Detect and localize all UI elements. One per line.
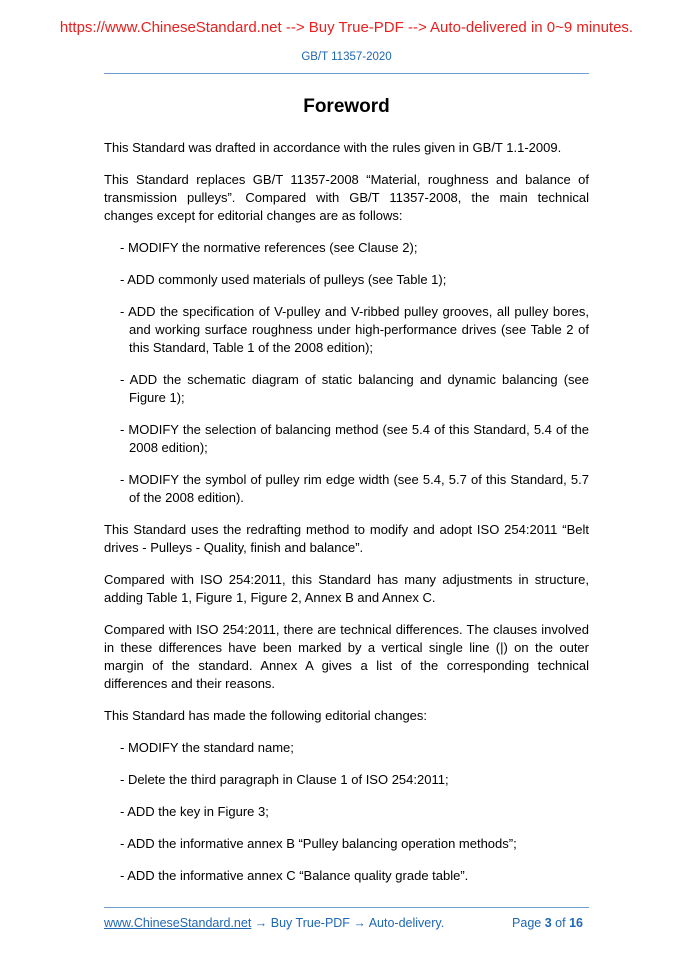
- list-item: - MODIFY the standard name;: [120, 740, 294, 755]
- paragraph-redrafting: This Standard uses the redrafting method to modify and adopt ISO 254:2011 “Belt drives - Pulleys - Quality, finish and balance”.: [104, 522, 589, 555]
- list-item: - ADD the informative annex C “Balance quality grade table”.: [120, 868, 469, 883]
- list-item: - MODIFY the selection of balancing method (see 5.4 of this Standard, 5.4 of the 2008 edition);: [120, 422, 589, 455]
- list-item: - MODIFY the normative references (see Clause 2);: [120, 240, 418, 255]
- page-word: Page: [512, 916, 542, 930]
- paragraph-drafting-rules: This Standard was drafted in accordance with the rules given in GB/T 1.1-2009.: [104, 140, 562, 155]
- page-title: Foreword: [303, 96, 390, 117]
- list-item: - Delete the third paragraph in Clause 1 of ISO 254:2011;: [120, 772, 449, 787]
- paragraph-editorial-intro: This Standard has made the following editorial changes:: [104, 708, 428, 723]
- footer-tagline: → Buy True-PDF → Auto-delivery.: [251, 916, 445, 930]
- footer: [104, 916, 589, 930]
- header-divider: [104, 73, 589, 74]
- footer-site-link[interactable]: www.ChineseStandard.net: [104, 916, 252, 930]
- paragraph-structure: Compared with ISO 254:2011, this Standard has many adjustments in structure, adding Table 1, Figure 1, Figure 2, Annex B and Annex C.: [104, 572, 589, 605]
- paragraph-technical-differences: Compared with ISO 254:2011, there are technical differences. The clauses involved in these differences have been marked by a vertical single line (|) on the outer margin of the standard. Annex A gives a list of the corresponding technical differences and their reasons.: [104, 622, 589, 691]
- list-item: - ADD the schematic diagram of static balancing and dynamic balancing (see Figure 1);: [120, 372, 589, 405]
- list-item: - ADD commonly used materials of pulleys (see Table 1);: [120, 272, 447, 287]
- paragraph-replaces: This Standard replaces GB/T 11357-2008 “Material, roughness and balance of transmission pulleys”. Compared with GB/T 11357-2008, the main technical changes except for editorial changes are as follows:: [104, 172, 589, 223]
- page-indicator: [512, 916, 583, 930]
- footer-divider: [104, 907, 589, 908]
- foreword-body: [104, 139, 589, 899]
- of-word: of: [555, 916, 566, 930]
- page-number: 3: [544, 916, 552, 930]
- list-item: - ADD the key in Figure 3;: [120, 804, 269, 819]
- list-item: - ADD the specification of V-pulley and V-ribbed pulley grooves, all pulley bores, and working surface roughness under high-performance drives (see Table 2 of this Standard, Table 1 of the 2008 edition);: [120, 304, 589, 355]
- list-item: - MODIFY the symbol of pulley rim edge width (see 5.4, 5.7 of this Standard, 5.7 of the 2008 edition).: [120, 472, 589, 505]
- top-banner[interactable]: https://www.ChineseStandard.net --> Buy True-PDF --> Auto-delivered in 0~9 minutes.: [59, 19, 634, 36]
- list-item: - ADD the informative annex B “Pulley balancing operation methods”;: [120, 836, 517, 851]
- page-total: 16: [569, 916, 583, 930]
- header-standard-code: GB/T 11357-2020: [301, 51, 392, 63]
